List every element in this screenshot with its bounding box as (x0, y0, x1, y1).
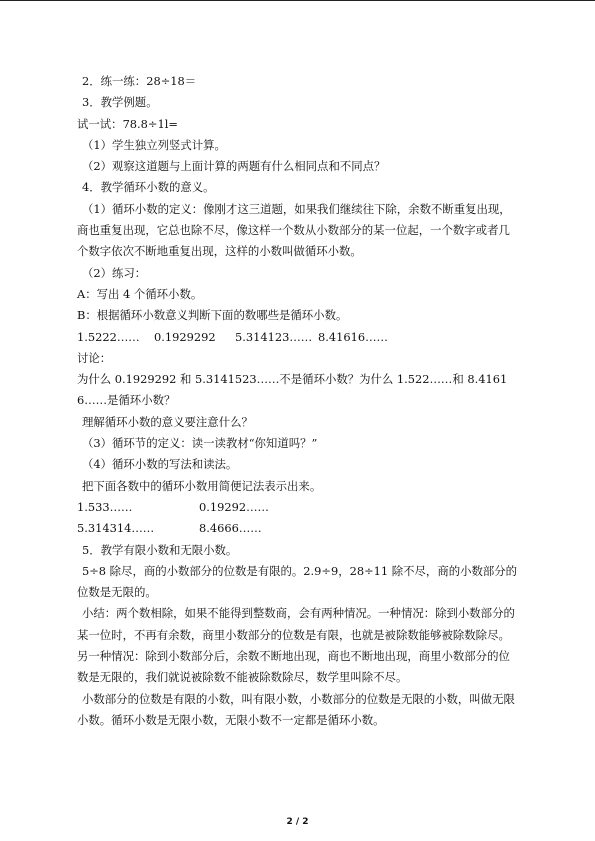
text-line: 讨论： (77, 350, 112, 365)
text-line: （3）循环节的定义：读一读教材“你知道吗？” (82, 436, 318, 451)
number-item: 1.5222…… (77, 329, 140, 344)
numbers-row-b (77, 327, 521, 348)
number-item: 5.314314…… (77, 521, 155, 536)
numbers-row-c2 (77, 518, 521, 539)
paragraph-conclusion: 小数部分的位数是有限的小数，叫有限小数，小数部分的位数是无限的小数，叫做无限小数。循环小数是无限小数，无限小数不一定都是循环小数。 (77, 691, 515, 727)
numbers-row-c1 (77, 497, 521, 518)
text-line: 4．教学循环小数的意义。 (82, 180, 215, 195)
text-line: （1）学生独立列竖式计算。 (82, 137, 226, 152)
paragraph-discussion: 为什么 0.1929292 和 5.3141523……不是循环小数？为什么 1.522……和 8.41616……是循环小数？ (77, 372, 508, 408)
number-item: 8.4666…… (199, 521, 262, 536)
text-line: B：根据循环小数意义判断下面的数哪些是循环小数。 (77, 308, 348, 323)
number-item: 8.41616…… (318, 329, 388, 344)
number-item: 1.533…… (77, 499, 133, 514)
page-number: 2 / 2 (286, 817, 309, 827)
number-item: 0.1929292 (154, 329, 216, 344)
text-line: （2）练习： (82, 265, 147, 280)
paragraph-definition: （1）循环小数的定义：像刚才这三道题，如果我们继续往下除，余数不断重复出现，商也重复出现，它总也除不尽，像这样一个数从小数部分的某一位起，一个数字或者几个数字依次不断地重复出现，这样的小数叫做循环小数。 (77, 201, 511, 259)
page-content (77, 71, 521, 731)
text-line: 理解循环小数的意义要注意什么？ (82, 414, 253, 429)
text-line: 2．练一练：28÷18＝ (82, 74, 197, 88)
text-line: （4）循环小数的写法和读法。 (82, 457, 238, 472)
text-line: 5．教学有限小数和无限小数。 (82, 542, 238, 557)
text-line: 试一试：78.8÷1l= (77, 116, 178, 131)
number-item: 5.314123…… (235, 329, 313, 344)
paragraph-finite: 5÷8 除尽，商的小数部分的位数是有限的。2.9÷9，28÷11 除不尽，商的小数部分的位数是无限的。 (77, 563, 518, 600)
text-line: （2）观察这道题与上面计算的两题有什么相同点和不同点？ (82, 159, 386, 174)
text-line: 3．教学例题。 (82, 95, 158, 110)
number-item: 0.19292…… (199, 499, 269, 514)
paragraph-summary: 小结：两个数相除，如果不能得到整数商，会有两种情况。一种情况：除到小数部分的某一位时，不再有余数，商里小数部分的位数是有限，也就是被除数能够被除数除尽。另一种情况：除到小数部分后，余数不断地出现，商也不断地出现，商里小数部分的位数是无限的，我们就说被除数不能被除数除尽，数学里叫除不尽。 (77, 606, 515, 685)
top-border (0, 0, 595, 1)
text-line: A：写出 4 个循环小数。 (77, 286, 203, 301)
text-line: 把下面各数中的循环小数用简便记法表示出来。 (82, 478, 322, 493)
